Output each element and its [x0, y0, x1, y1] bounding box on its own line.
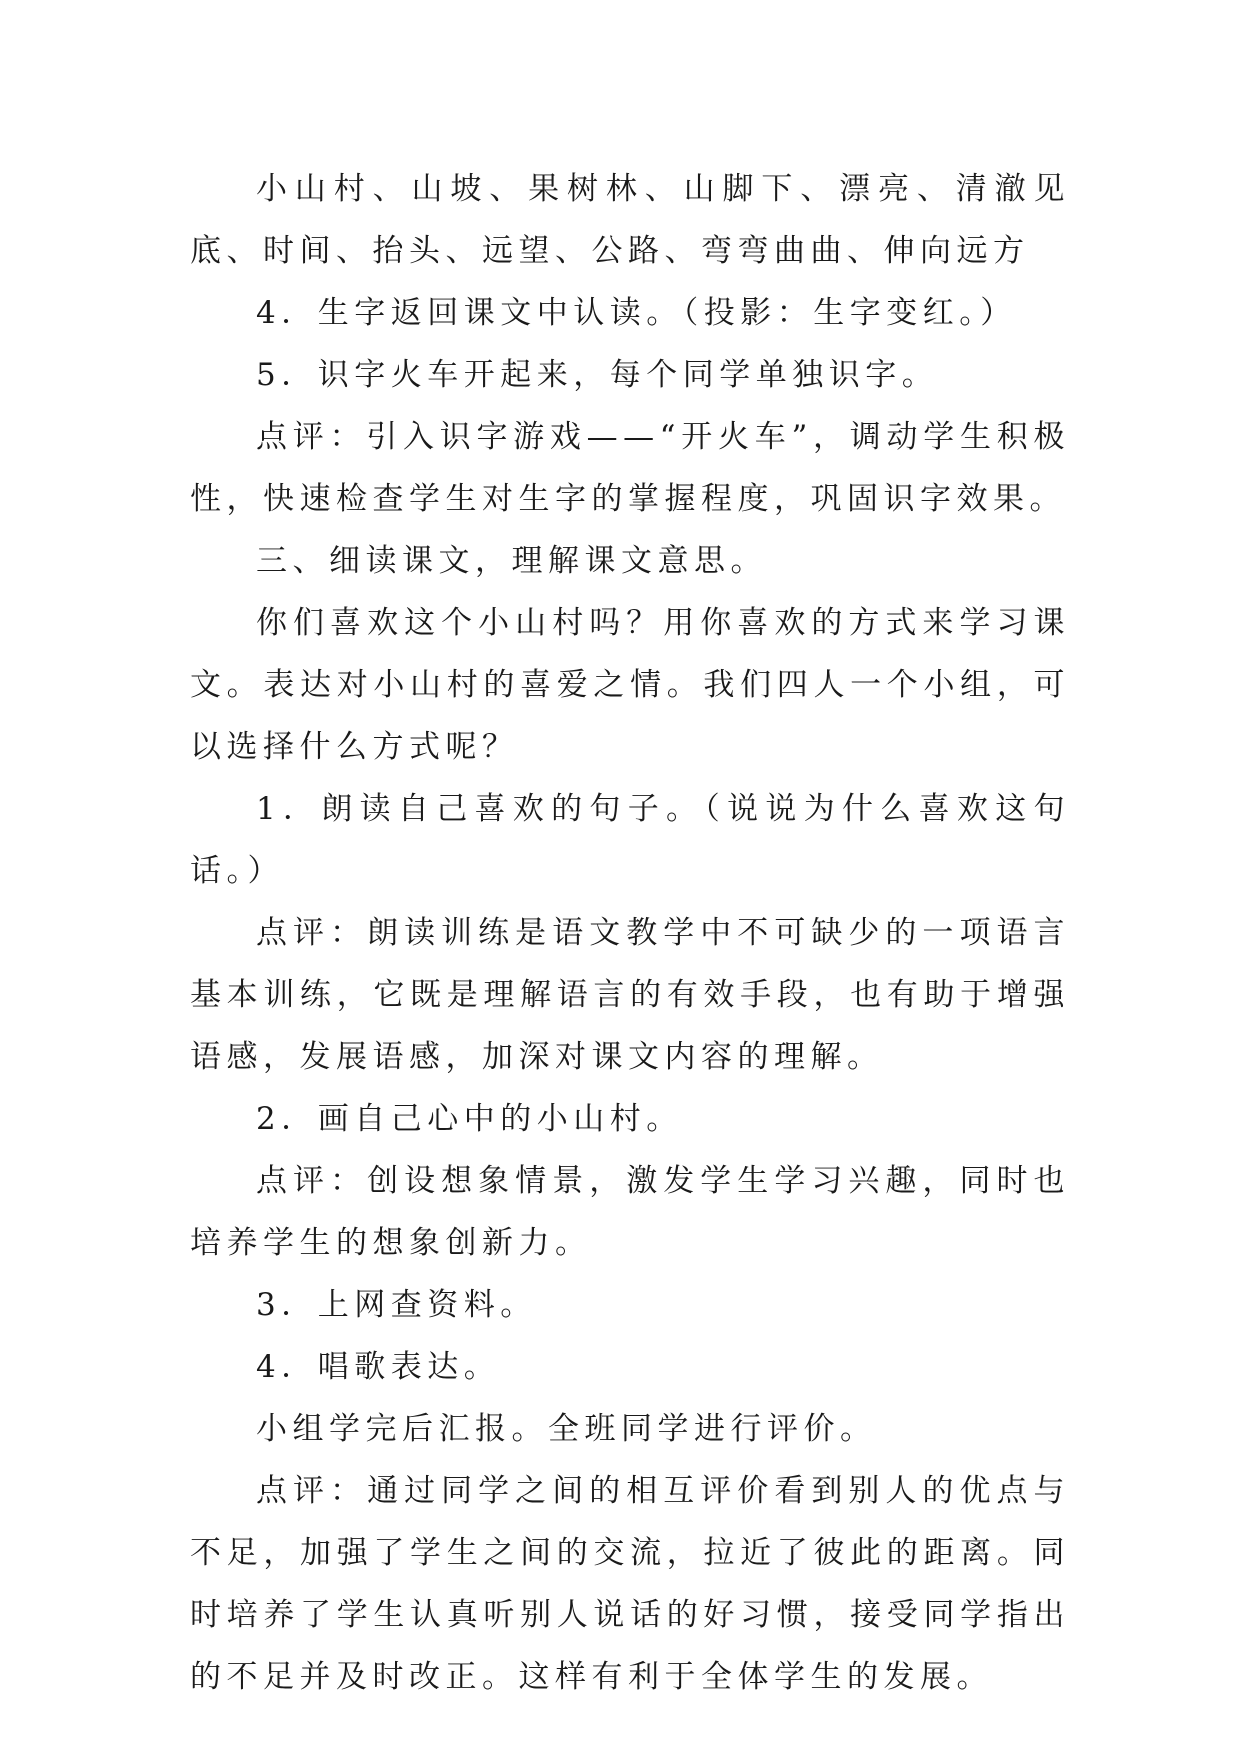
paragraph-item-1-read-aloud: 1．朗读自己喜欢的句子。（说说为什么喜欢这句话。）	[190, 791, 1070, 889]
paragraph-step-4-reading: 4．生字返回课文中认读。（投影：生字变红。）	[256, 295, 1017, 331]
paragraph-comment-imagination: 点评：创设想象情景，激发学生学习兴趣，同时也培养学生的想象创新力。	[190, 1163, 1070, 1261]
paragraph-group-report: 小组学完后汇报。全班同学进行评价。	[256, 1411, 877, 1447]
paragraph-comment-reading: 点评：朗读训练是语文教学中不可缺少的一项语言基本训练，它既是理解语言的有效手段，也有助于增强语感，发展语感，加深对课文内容的理解。	[190, 915, 1070, 1075]
paragraph-comment-evaluation: 点评：通过同学之间的相互评价看到别人的优点与不足，加强了学生之间的交流，拉近了彼此的距离。同时培养了学生认真听别人说话的好习惯，接受同学指出的不足并及时改正。这样有利于全体学生的发展。	[190, 1473, 1070, 1695]
document-body	[190, 158, 1070, 1708]
paragraph-item-3-research: 3．上网查资料。	[256, 1287, 537, 1323]
paragraph-section-three-heading: 三、细读课文，理解课文意思。	[256, 543, 767, 579]
paragraph-comment-game: 点评：引入识字游戏——“开火车”，调动学生积极性，快速检查学生对生字的掌握程度，巩固识字效果。	[190, 419, 1070, 517]
paragraph-vocabulary-list: 小山村、山坡、果树林、山脚下、漂亮、清澈见底、时间、抬头、远望、公路、弯弯曲曲、伸向远方	[190, 171, 1070, 269]
paragraph-item-2-draw: 2．画自己心中的小山村。	[256, 1101, 683, 1137]
paragraph-step-5-train: 5．识字火车开起来，每个同学单独识字。	[256, 357, 939, 393]
paragraph-item-4-sing: 4．唱歌表达。	[256, 1349, 501, 1385]
paragraph-group-question: 你们喜欢这个小山村吗？用你喜欢的方式来学习课文。表达对小山村的喜爱之情。我们四人一个小组，可以选择什么方式呢？	[190, 605, 1070, 765]
